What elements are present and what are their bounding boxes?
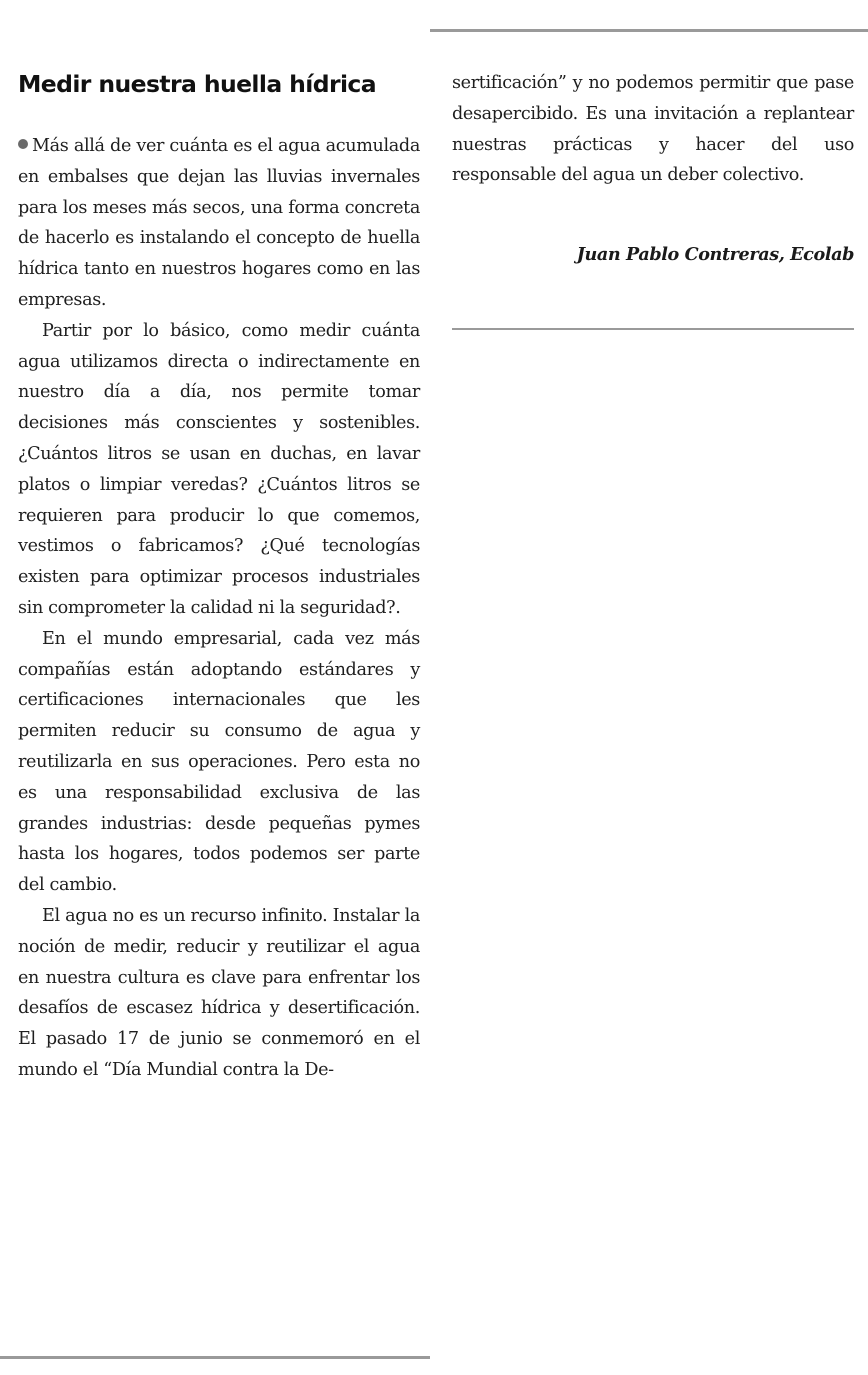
- article-paragraph-3: En el mundo empresarial, cada vez más compañías están adoptando estándares y certificaciones internacionales que les permiten reducir su consumo de agua y reutilizarla en sus operaciones. Pero esta no es una responsabilidad exclusiva de las grandes industrias: desde pequeñas pymes hasta los hogares, todos podemos ser parte del cambio.: [18, 628, 420, 896]
- article-body-left-column: [18, 131, 420, 1086]
- article-paragraph-2: Partir por lo básico, como medir cuánta agua utilizamos directa o indirectamente en nuestro día a día, nos permite tomar decisiones más conscientes y sostenibles. ¿Cuántos litros se usan en duchas, en lavar platos o limpiar veredas? ¿Cuántos litros se requieren para producir lo que comemos, vestimos o fabricamos? ¿Qué tecnologías existen para optimizar procesos industriales sin comprometer la calidad ni la seguridad?.: [18, 320, 420, 618]
- article-paragraph-4: El agua no es un recurso infinito. Instalar la noción de medir, reducir y reutilizar el agua en nuestra cultura es clave para enfrentar los desafíos de escasez hídrica y desertificación. El pasado 17 de junio se conmemoró en el mundo el “Día Mundial contra la De-: [18, 905, 420, 1080]
- article-headline: Medir nuestra huella hídrica: [18, 70, 377, 98]
- signature-divider-rule: [452, 328, 854, 330]
- article-paragraph-1-text: Más allá de ver cuánta es el agua acumulada en embalses que dejan las lluvias invernales para los meses más secos, una forma concreta de hacerlo es instalando el concepto de huella hídrica tanto en nuestros hogares como en las empresas.: [18, 136, 420, 310]
- article-paragraph-1: [18, 131, 420, 316]
- top-divider-rule: [430, 29, 868, 32]
- article-body-right-column: [452, 68, 854, 191]
- bullet-icon: [18, 139, 28, 149]
- article-signature: Juan Pablo Contreras, Ecolab: [576, 244, 854, 265]
- bottom-divider-rule: [0, 1356, 430, 1359]
- article-continuation: sertificación” y no podemos permitir que pase desapercibido. Es una invitación a replantear nuestras prácticas y hacer del uso responsable del agua un deber colectivo.: [452, 73, 854, 186]
